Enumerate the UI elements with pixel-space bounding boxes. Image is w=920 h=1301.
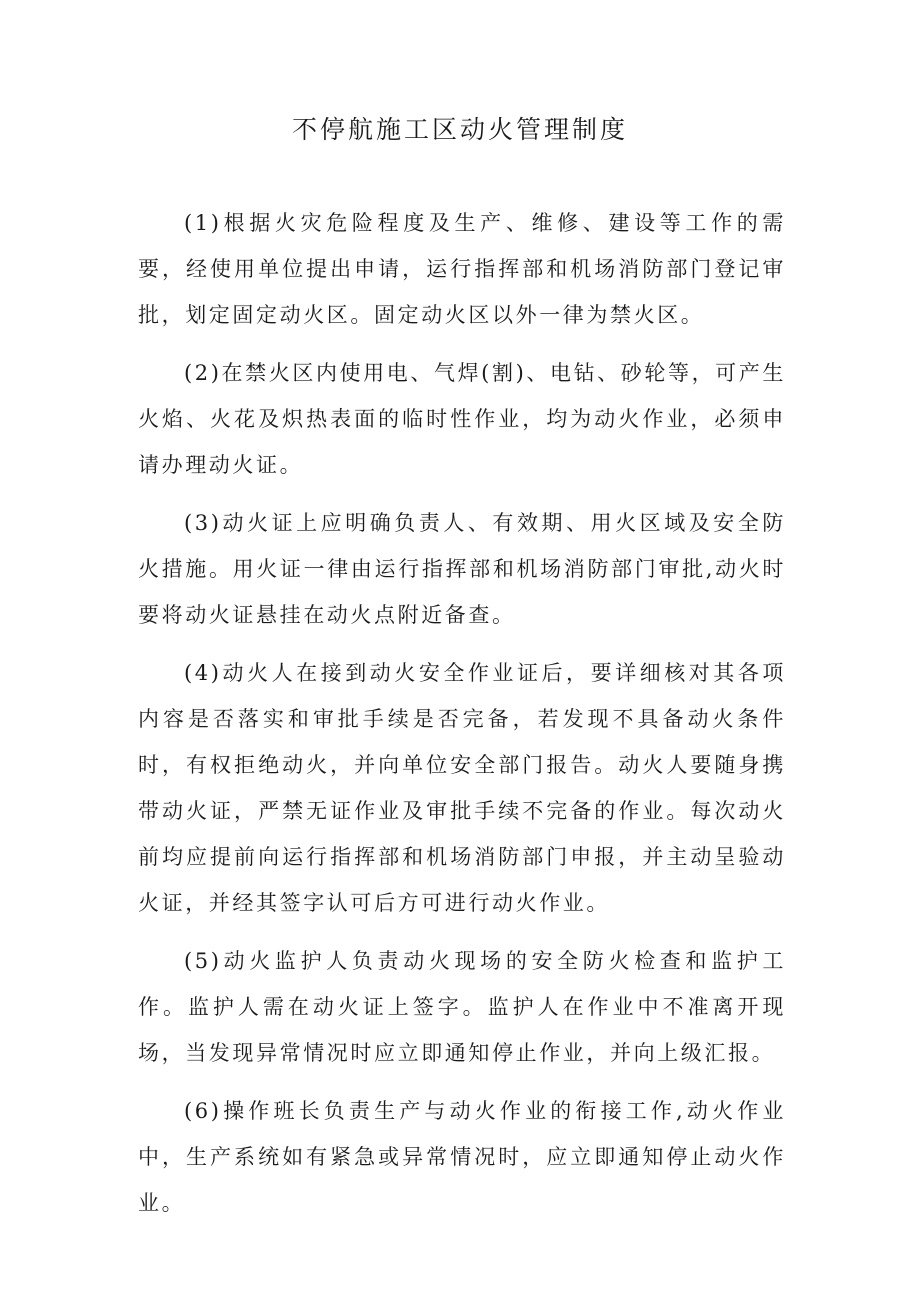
document-title: 不停航施工区动火管理制度: [291, 115, 628, 144]
paragraph-2: (2)在禁火区内使用电、气焊(割)、电钻、砂轮等，可产生火焰、火花及炽热表面的临时性作业，均为动火作业，必须申请办理动火证。: [138, 361, 786, 477]
paragraph-1: (1)根据火灾危险程度及生产、维修、建设等工作的需要，经使用单位提出申请，运行指挥部和机场消防部门登记审批，划定固定动火区。固定动火区以外一律为禁火区。: [138, 211, 786, 327]
document-body: [138, 200, 786, 1238]
paragraph-3: (3)动火证上应明确负责人、有效期、用火区域及安全防火措施。用火证一律由运行指挥部和机场消防部门审批,动火时要将动火证悬挂在动火点附近备查。: [138, 511, 786, 627]
paragraph-5: (5)动火监护人负责动火现场的安全防火检查和监护工作。监护人需在动火证上签字。监护人在作业中不准离开现场，当发现异常情况时应立即通知停止作业，并向上级汇报。: [138, 949, 786, 1065]
paragraph-6: (6)操作班长负责生产与动火作业的衔接工作,动火作业中，生产系统如有紧急或异常情况时，应立即通知停止动火作业。: [138, 1099, 786, 1215]
paragraph-4: (4)动火人在接到动火安全作业证后，要详细核对其各项内容是否落实和审批手续是否完备，若发现不具备动火条件时，有权拒绝动火，并向单位安全部门报告。动火人要随身携带动火证，严禁无证作业及审批手续不完备的作业。每次动火前均应提前向运行指挥部和机场消防部门申报，并主动呈验动火证，并经其签字认可后方可进行动火作业。: [138, 661, 786, 915]
